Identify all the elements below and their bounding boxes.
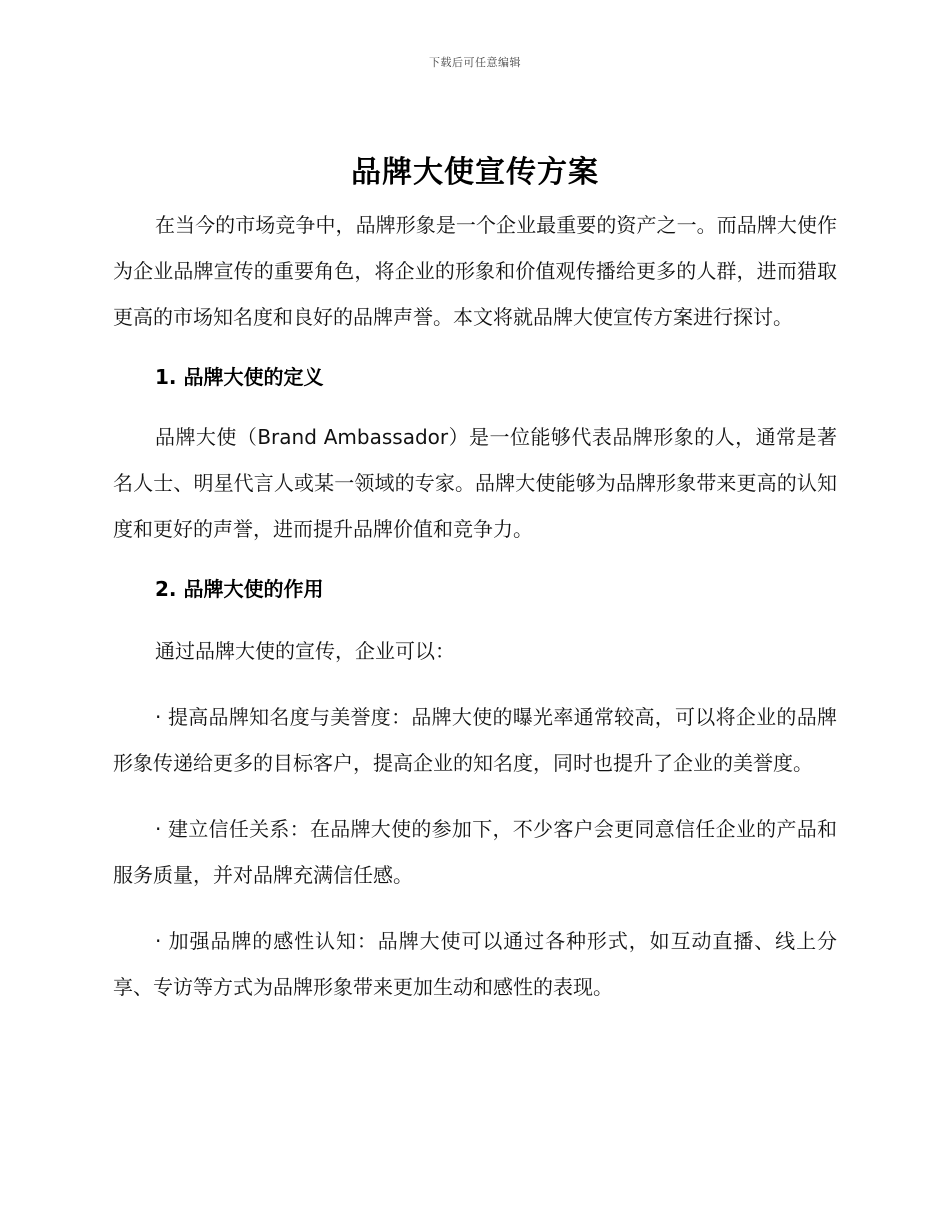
page-header: 下载后可任意编辑: [429, 56, 521, 69]
intro-paragraph: 在当今的市场竞争中，品牌形象是一个企业最重要的资产之一。而品牌大使作为企业品牌宣传的重要角色，将企业的形象和价值观传播给更多的人群，进而猎取更高的市场知名度和良好的品牌声誉。本文将就品牌大使宣传方案进行探讨。: [113, 213, 837, 329]
section-heading-role: 2. 品牌大使的作用: [155, 577, 324, 601]
bullet-item-awareness: · 提高品牌知名度与美誉度：品牌大使的曝光率通常较高，可以将企业的品牌形象传递给更多的目标客户，提高企业的知名度，同时也提升了企业的美誉度。: [113, 705, 837, 775]
section-heading-definition: 1. 品牌大使的定义: [155, 365, 324, 389]
bullet-item-emotional: · 加强品牌的感性认知：品牌大使可以通过各种形式，如互动直播、线上分享、专访等方式为品牌形象带来更加生动和感性的表现。: [113, 929, 837, 999]
role-lead-paragraph: 通过品牌大使的宣传，企业可以：: [155, 639, 455, 663]
document-title: 品牌大使宣传方案: [351, 155, 599, 190]
bullet-item-trust: · 建立信任关系：在品牌大使的参加下，不少客户会更同意信任企业的产品和服务质量，并对品牌充满信任感。: [113, 817, 837, 887]
document-body: [113, 148, 837, 1010]
definition-paragraph: 品牌大使（Brand Ambassador）是一位能够代表品牌形象的人，通常是著名人士、明星代言人或某一领域的专家。品牌大使能够为品牌形象带来更高的认知度和更好的声誉，进而提升品牌价值和竞争力。: [113, 425, 837, 541]
